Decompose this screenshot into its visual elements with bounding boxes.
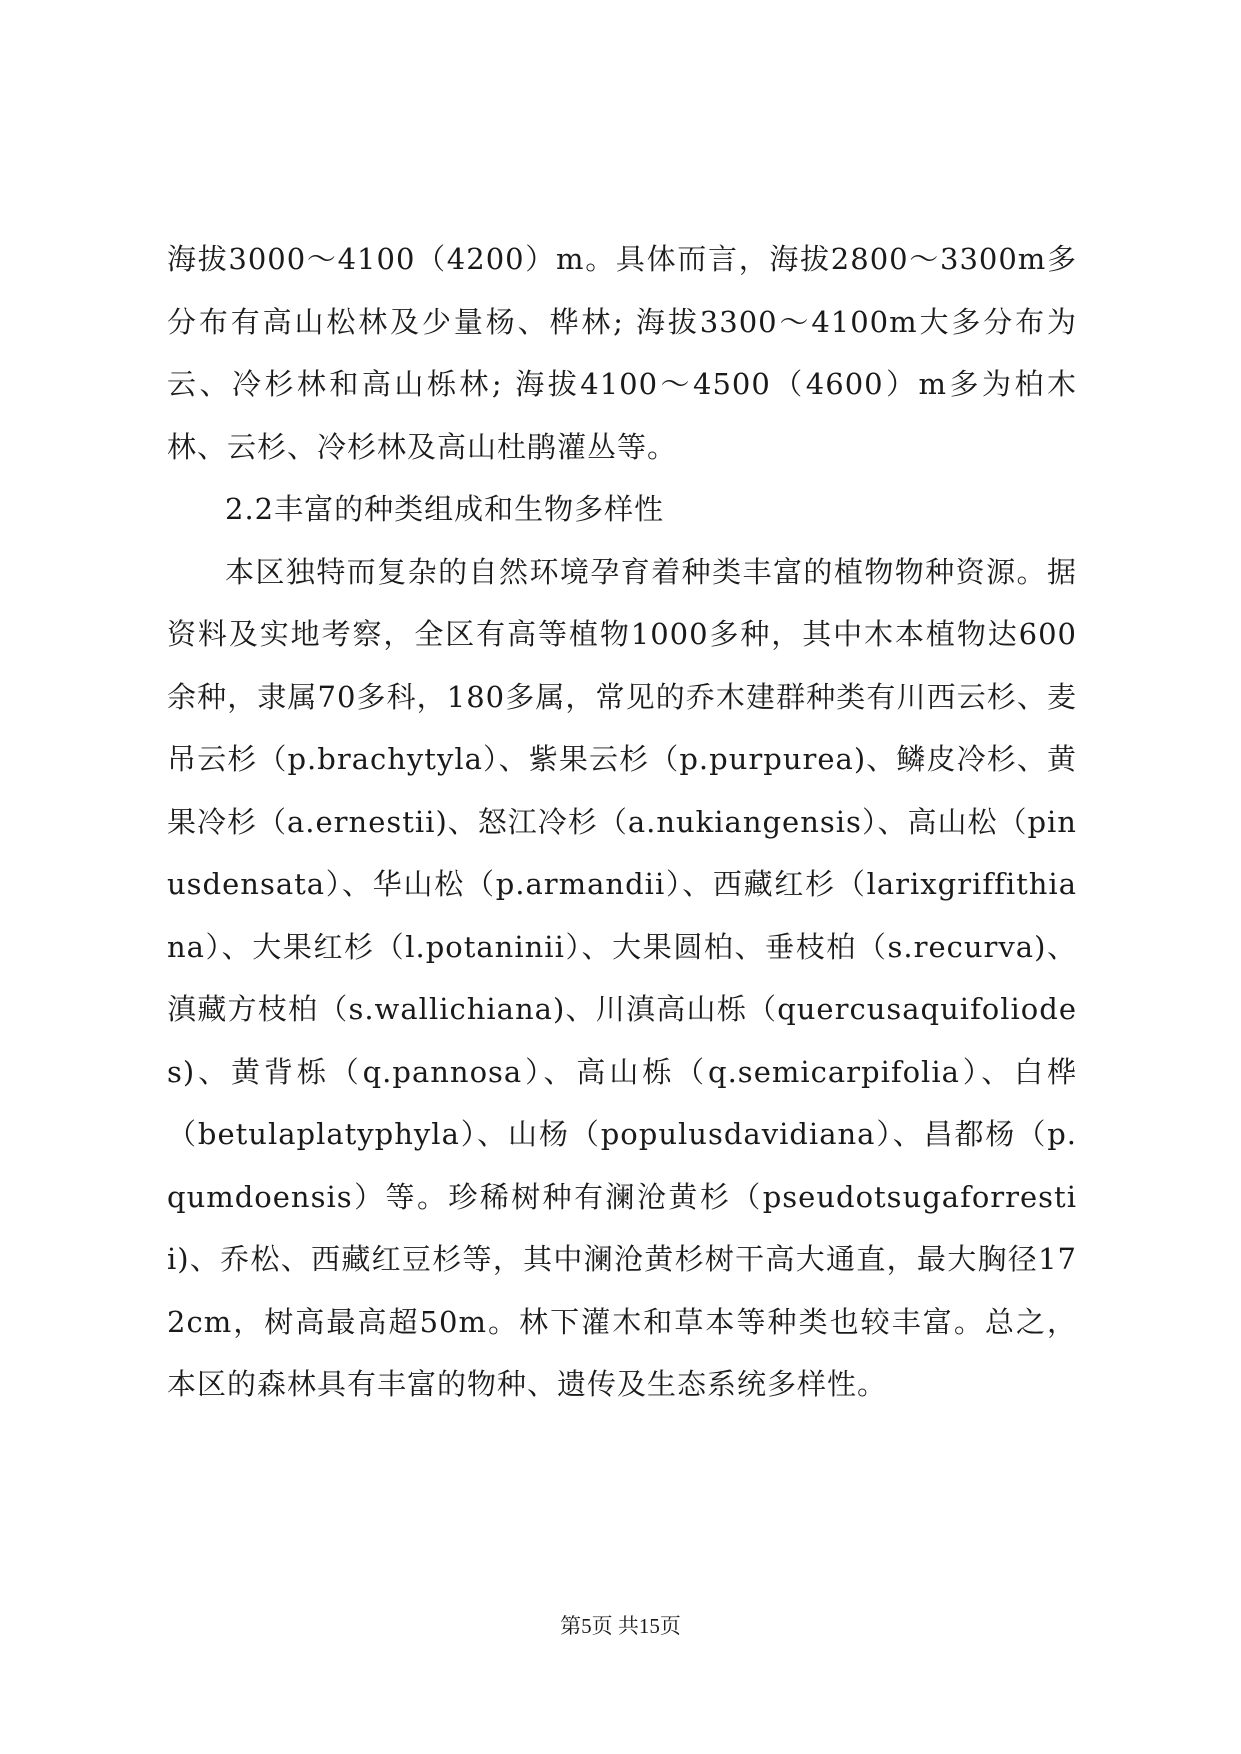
document-body <box>167 228 1077 1416</box>
page-number-footer: 第5页 共15页 <box>560 1614 681 1638</box>
section-heading: 2.2丰富的种类组成和生物多样性 <box>225 492 665 526</box>
paragraph-altitude-distribution: 海拔3000～4100（4200）m。具体而言，海拔2800～3300m多分布有高山松林及少量杨、桦林; 海拔3300～4100m大多分布为云、冷杉林和高山栎林; 海拔4100～4500（4600）m多为柏木林、云杉、冷杉林及高山杜鹃灌丛等。 <box>167 242 1077 464</box>
paragraph-species-diversity: 本区独特而复杂的自然环境孕育着种类丰富的植物物种资源。据资料及实地考察，全区有高等植物1000多种，其中木本植物达600余种，隶属70多科，180多属，常见的乔木建群种类有川西云杉、麦吊云杉（p.brachytyla）、紫果云杉（p.purpurea)、鳞皮冷杉、黄果冷杉（a.ernestii)、怒江冷杉（a.nukiangensis）、高山松（pinusdensata）、华山松（p.armandii）、西藏红杉（larixgriffithiana）、大果红杉（l.potaninii）、大果圆柏、垂枝柏（s.recurva)、滇藏方枝柏（s.wallichiana)、川滇高山栎（quercusaquifoliodes)、黄背栎（q.pannosa）、高山栎（q.semicarpifolia）、白桦（betulaplatyphyla）、山杨（populusdavidiana）、昌都杨（p.qumdoensis）等。珍稀树种有澜沧黄杉（pseudotsugaforrestii)、乔松、西藏红豆杉等，其中澜沧黄杉树干高大通直，最大胸径172cm，树高最高超50m。林下灌木和草本等种类也较丰富。总之，本区的森林具有丰富的物种、遗传及生态系统多样性。 <box>167 554 1077 1401</box>
